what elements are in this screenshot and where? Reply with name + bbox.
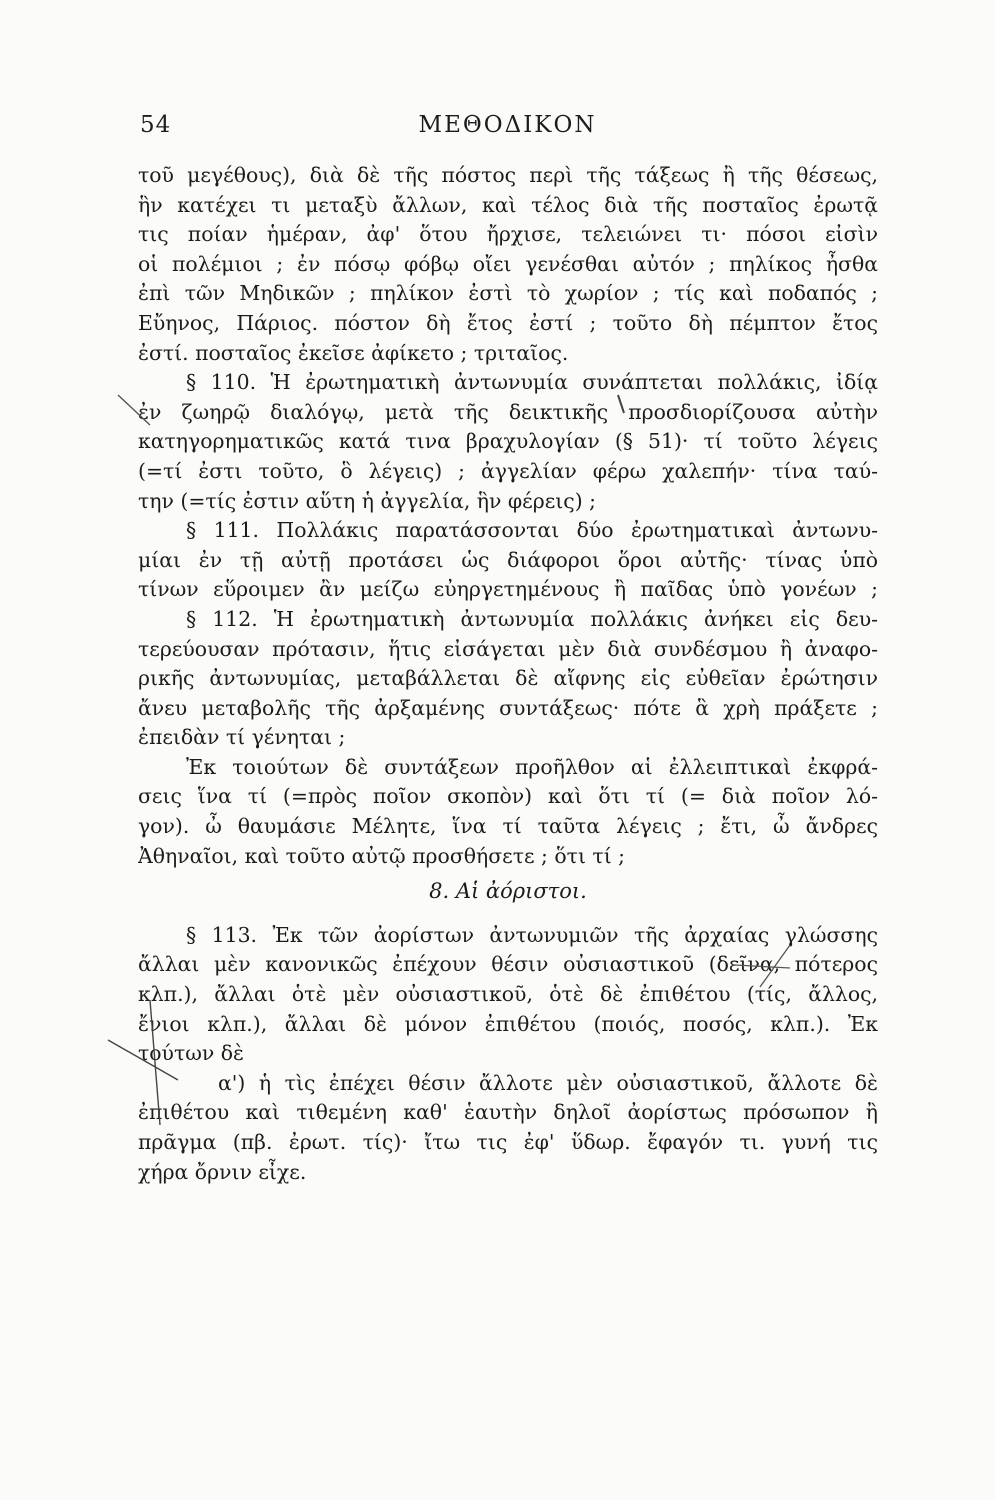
text-line: ἐπιθέτου καὶ τιθεμένη καθ' ἑαυτὴν δηλοῖ ἀορίστως πρόσωπον ἢ — [138, 1100, 878, 1125]
pencil-stroke — [618, 395, 624, 413]
pencil-check-mark — [735, 945, 790, 987]
text-line: ἄλλαι μὲν κανονικῶς ἐπέχουν θέσιν οὐσιαστικοῦ (δεῖνα, πότερος — [138, 952, 878, 977]
text-line: ρικῆς ἀντωνυμίας, μεταβάλλεται δὲ αἴφνης εἰς εὐθεῖαν ἐρώτησιν — [138, 666, 878, 691]
text-line: (=τί ἐστι τοῦτο, ὃ λέγεις) ; ἀγγελίαν φέρω χαλεπήν· τίνα ταύ- — [138, 458, 878, 483]
text-line: πρᾶγμα (πβ. ἐρωτ. τίς)· ἴτω τις ἐφ' ὕδωρ. ἔφαγόν τι. γυνή τις — [138, 1130, 878, 1154]
section-112-start: § 112. Ἡ ἐρωτηματικὴ ἀντωνυμία πολλάκις ἀνήκει εἰς δευ- — [186, 606, 878, 631]
list-item-alpha: α') ἡ τὶς ἐπέχει θέσιν ἄλλοτε μὲν οὐσιαστικοῦ, ἄλλοτε δὲ — [218, 1070, 878, 1095]
text-line: ἄνευ μεταβολῆς τῆς ἀρξαμένης συντάξεως· πότε ἃ χρὴ πράξετε ; — [138, 695, 878, 720]
text-line: ἐπὶ τῶν Μηδικῶν ; πηλίκον ἐστὶ τὸ χωρίον ; τίς καὶ ποδαπός ; — [138, 281, 878, 306]
text-line: τίνων εὕροιμεν ἂν μείζω εὐηργετημένους ἢ παῖδας ὑπὸ γονέων ; — [138, 577, 878, 602]
text-line: Ἀθηναῖοι, καὶ τοῦτο αὐτῷ προσθήσετε ; ὅτι τί ; — [138, 843, 626, 868]
text-line: γον). ὦ θαυμάσιε Μέλητε, ἵνα τί ταῦτα λέγεις ; ἔτι, ὦ ἄνδρες — [138, 814, 878, 839]
text-line: ἐστί. ποσταῖος ἐκεῖσε ἀφίκετο ; τριταῖος. — [138, 340, 569, 365]
text-line: τοῦ μεγέθους), διὰ δὲ τῆς πόστος περὶ τῆς τάξεως ἢ τῆς θέσεως, — [138, 163, 878, 187]
text-line: την (=τίς ἐστιν αὕτη ἡ ἀγγελία, ἣν φέρεις) ; — [138, 488, 597, 513]
page-number: 54 — [140, 112, 172, 138]
text-line: ἣν κατέχει τι μεταξὺ ἄλλων, καὶ τέλος διὰ τῆς ποσταῖος ἐρωτᾷ — [138, 192, 878, 217]
paragraph-start: Ἐκ τοιούτων δὲ συντάξεων προῆλθον αἱ ἐλλειπτικαὶ ἐκφρά- — [186, 754, 878, 779]
text-line: ἐπειδὰν τί γένηται ; — [138, 725, 346, 750]
text-line: τις ποίαν ἡμέραν, ἀφ' ὅτου ἤρχισε, τελειώνει τι· πόσοι εἰσὶν — [138, 222, 878, 247]
section-110-start: § 110. Ἡ ἐρωτηματικὴ ἀντωνυμία συνάπτεται πολλάκις, ἰδίᾳ — [186, 370, 878, 395]
text-line: οἱ πολέμιοι ; ἐν πόσῳ φόβῳ οἴει γενέσθαι αὐτόν ; πηλίκος ἦσθα — [138, 251, 878, 276]
pencil-tick-mark — [118, 395, 150, 425]
text-line: κλπ.), ἄλλαι ὁτὲ μὲν οὐσιαστικοῦ, ὁτὲ δὲ ἐπιθέτου (τίς, ἄλλος, — [138, 982, 878, 1007]
section-111-start: § 111. Πολλάκις παρατάσσονται δύο ἐρωτηματικαὶ ἀντωνυ- — [186, 518, 878, 543]
text-line: χήρα ὄρνιν εἶχε. — [138, 1159, 307, 1184]
pencil-cross-mark — [108, 1000, 178, 1125]
text-line: Εὔηνος, Πάριος. πόστον δὴ ἔτος ἐστί ; τοῦτο δὴ πέμπτον ἔτος — [138, 310, 878, 335]
text-line: μίαι ἐν τῇ αὐτῇ προτάσει ὡς διάφοροι ὅροι αὐτῆς· τίνας ὑπὸ — [138, 547, 878, 572]
text-line: τούτων δὲ — [138, 1041, 244, 1066]
section-113-start: § 113. Ἐκ τῶν ἀορίστων ἀντωνυμιῶν τῆς ἀρχαίας γλώσσης — [186, 922, 878, 947]
text-line: τερεύουσαν πρότασιν, ἥτις εἰσάγεται μὲν διὰ συνδέσμου ἢ ἀναφο- — [138, 636, 878, 661]
text-line: σεις ἵνα τί (=πρὸς ποῖον σκοπὸν) καὶ ὅτι τί (= διὰ ποῖον λό- — [138, 784, 878, 809]
text-line: ἐν ζωηρῷ διαλόγῳ, μετὰ τῆς δεικτικῆς προσδιορίζουσα αὐτὴν — [138, 399, 878, 424]
section-heading: 8. Αἱ ἀόριστοι. — [429, 879, 587, 904]
running-head: ΜΕΘΟΔΙΚΟΝ — [418, 112, 597, 138]
text-line: ἔνιοι κλπ.), ἄλλαι δὲ μόνον ἐπιθέτου (ποιός, ποσός, κλπ.). Ἐκ — [138, 1011, 878, 1036]
text-line: κατηγορηματικῶς κατά τινα βραχυλογίαν (§ 51)· τί τοῦτο λέγεις — [138, 429, 878, 454]
